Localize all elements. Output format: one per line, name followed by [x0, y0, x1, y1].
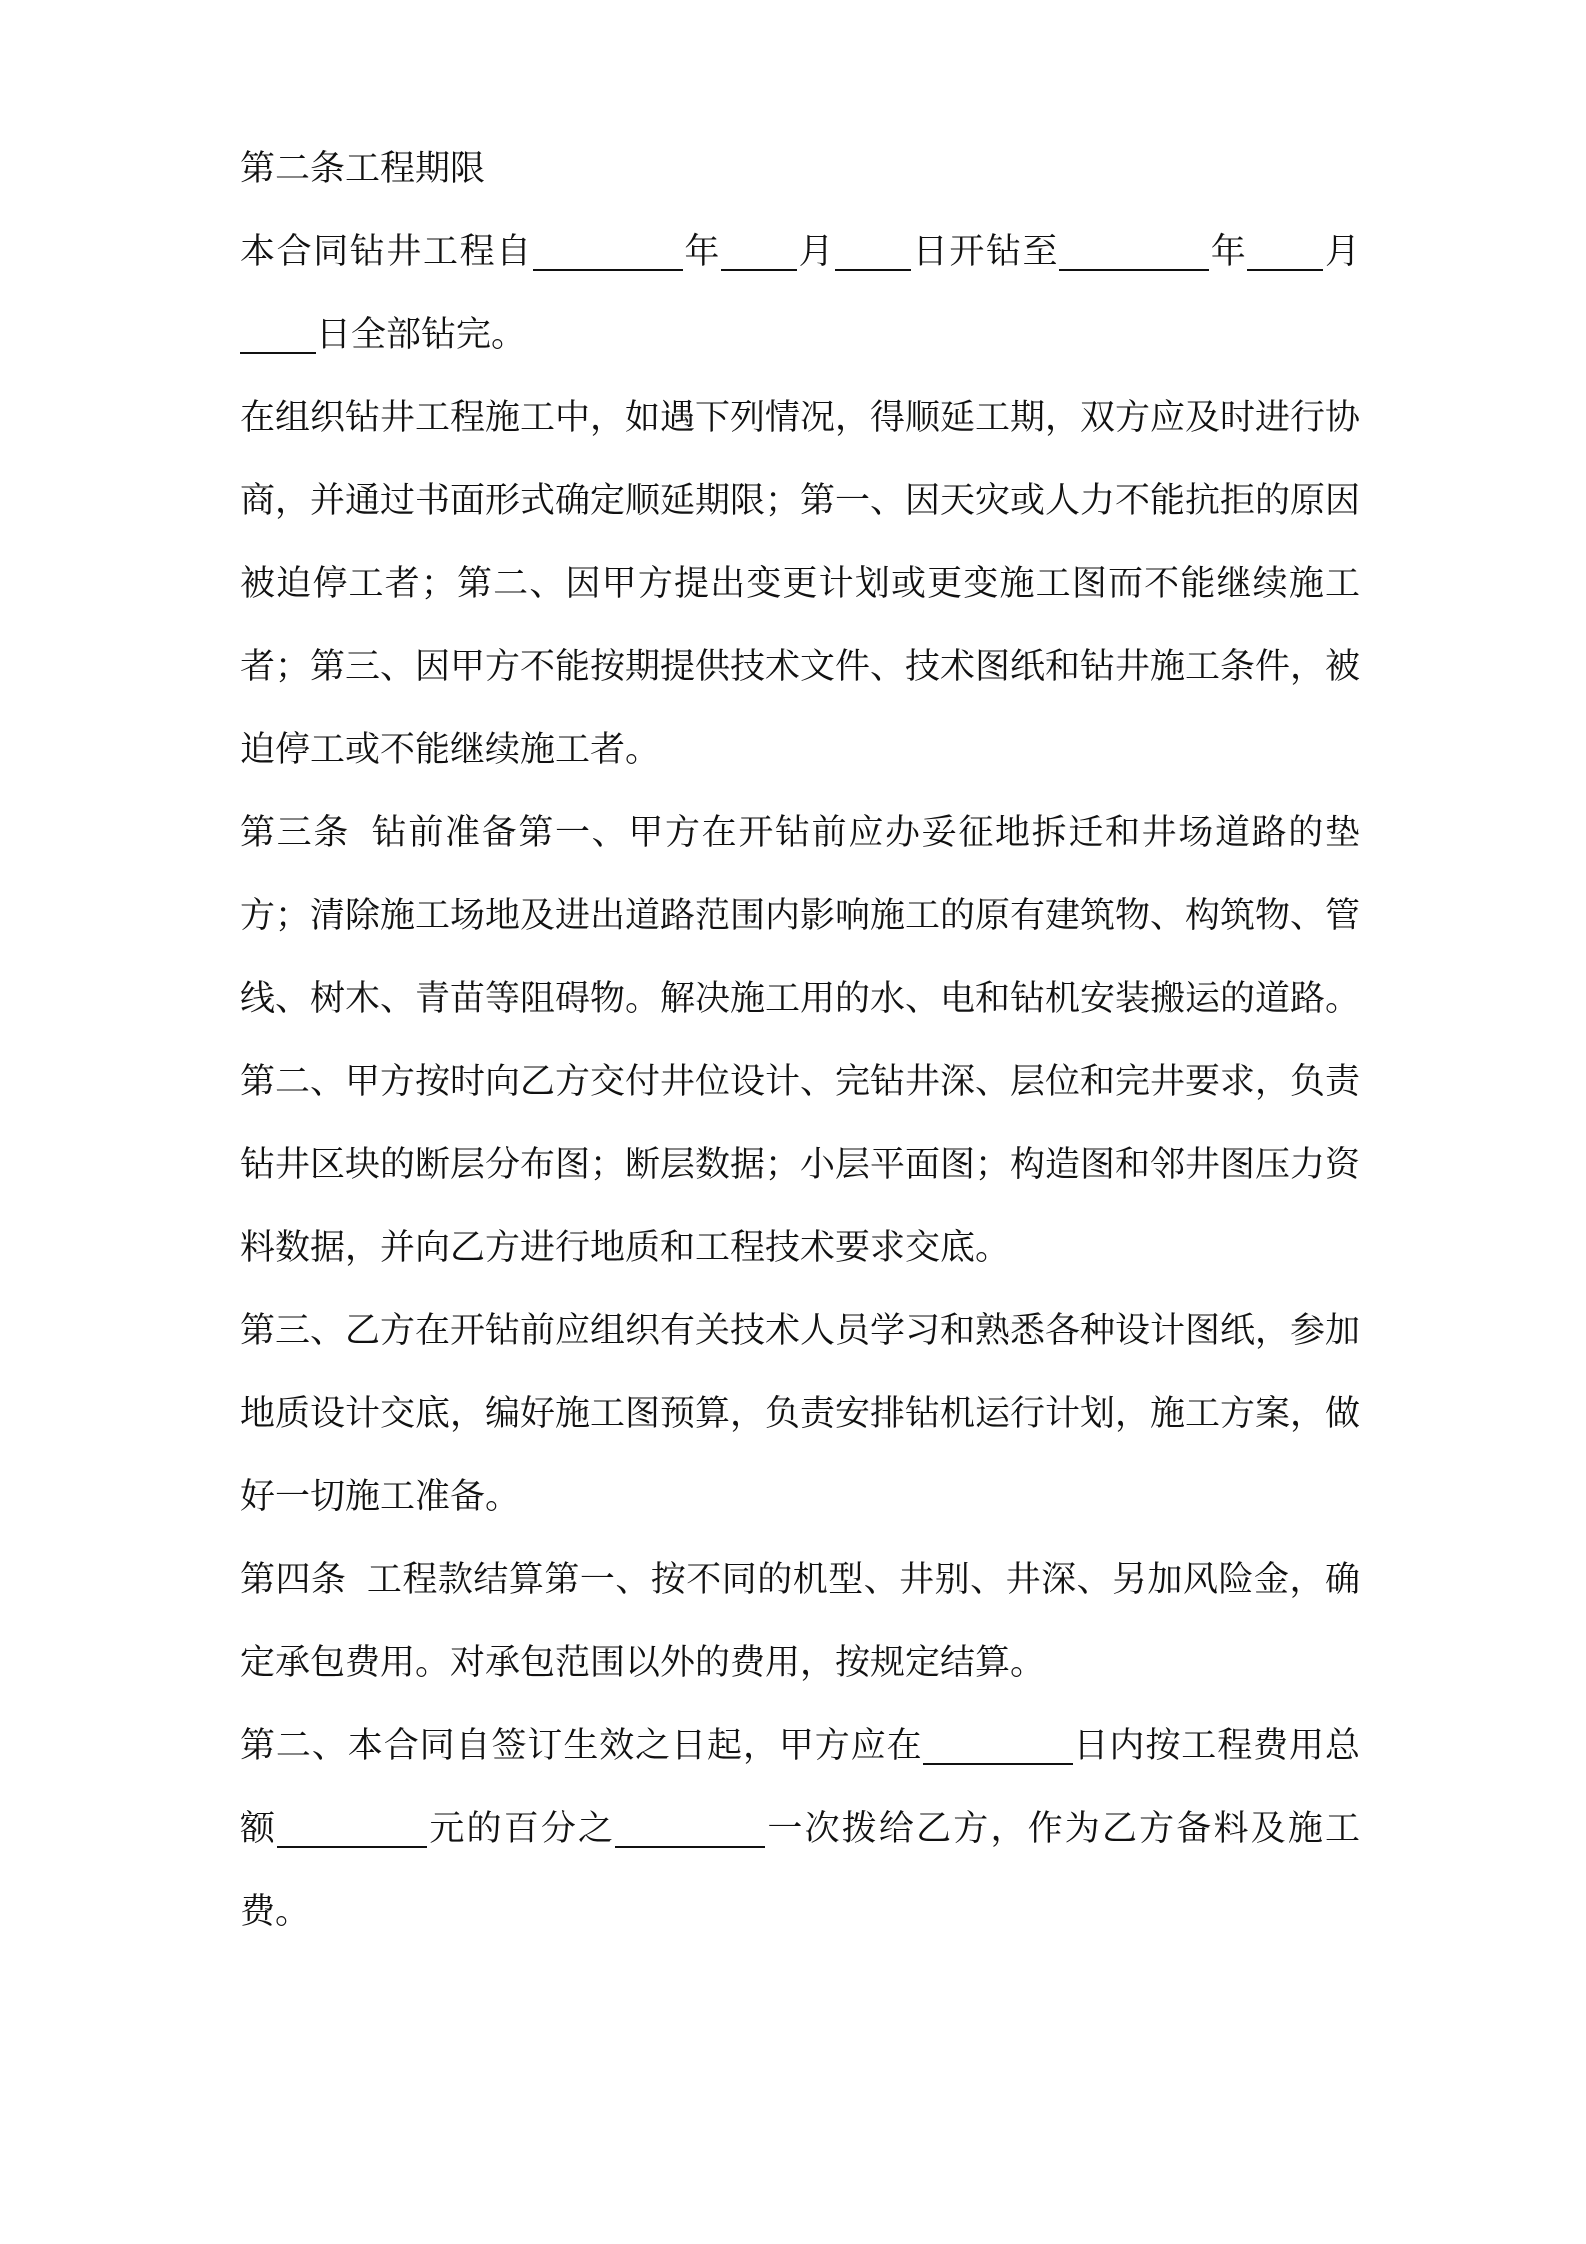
paragraph-party-a-delivery — [240, 1041, 1360, 1290]
blank-end-day[interactable] — [240, 314, 316, 354]
text-segment: 月 — [796, 232, 836, 272]
paragraph-text: 在组织钻井工程施工中，如遇下列情况，得顺延工期，双方应及时进行协商，并通过书面形式确定顺延期限；第一、因天灾或人力不能抗拒的原因被迫停工者；第二、因甲方提出变更计划或更变施工图而不能继续施工者；第三、因甲方不能按期提供技术文件、技术图纸和钻井施工条件，被迫停工或不能继续施工者。 — [240, 398, 1361, 770]
blank-end-year[interactable] — [1059, 231, 1209, 271]
document-body — [240, 128, 1360, 1954]
text-segment: 日开钻至 — [911, 232, 1060, 272]
text-segment: 日全部钻完。 — [316, 315, 527, 355]
blank-days[interactable] — [923, 1725, 1073, 1765]
paragraph-party-b-preparation — [240, 1290, 1360, 1539]
paragraph-text: 第三、乙方在开钻前应组织有关技术人员学习和熟悉各种设计图纸，参加地质设计交底，编好施工图预算，负责安排钻机运行计划，施工方案，做好一切施工准备。 — [240, 1311, 1361, 1517]
paragraph-article-4 — [240, 1539, 1360, 1705]
article-label: 第三条 — [240, 813, 350, 853]
paragraph-text: 第二、甲方按时向乙方交付井位设计、完钻井深、层位和完井要求，负责钻井区块的断层分布图；断层数据；小层平面图；构造图和邻井图压力资料数据，并向乙方进行地质和工程技术要求交底。 — [240, 1062, 1361, 1268]
text-segment: 日内按工程费用总额 — [240, 1726, 1360, 1849]
blank-end-month[interactable] — [1247, 231, 1323, 271]
text-segment: 元的百分之 — [427, 1809, 616, 1849]
blank-start-day[interactable] — [835, 231, 911, 271]
paragraph-duration — [240, 211, 1360, 377]
paragraph-text: 工程款结算第一、按不同的机型、井别、井深、另加风险金，确定承包费用。对承包范围以外的费用，按规定结算。 — [240, 1560, 1360, 1683]
blank-start-month[interactable] — [721, 231, 797, 271]
text-segment: 第二、本合同自签订生效之日起，甲方应在 — [240, 1726, 923, 1766]
blank-total-amount[interactable] — [277, 1808, 427, 1848]
blank-start-year[interactable] — [533, 231, 683, 271]
text-segment: 本合同钻井工程自 — [240, 232, 533, 272]
blank-percentage[interactable] — [615, 1808, 765, 1848]
paragraph-extension — [240, 377, 1360, 792]
paragraph-article-3 — [240, 792, 1360, 1041]
section-heading-article-2 — [240, 128, 1360, 211]
paragraph-payment — [240, 1705, 1360, 1954]
text-segment: 年 — [682, 232, 721, 272]
heading-text: 第二条工程期限 — [240, 149, 486, 189]
article-label: 第四条 — [240, 1560, 347, 1600]
text-segment: 月 — [1323, 232, 1360, 272]
paragraph-text: 钻前准备第一、甲方在开钻前应办妥征地拆迁和井场道路的垫方；清除施工场地及进出道路范围内影响施工的原有建筑物、构筑物、管线、树木、青苗等阻碍物。解决施工用的水、电和钻机安装搬运的道路。 — [240, 813, 1361, 1019]
text-segment: 年 — [1209, 232, 1248, 272]
text-segment: 一次拨给乙方，作为乙方备料及施工费。 — [240, 1809, 1360, 1932]
